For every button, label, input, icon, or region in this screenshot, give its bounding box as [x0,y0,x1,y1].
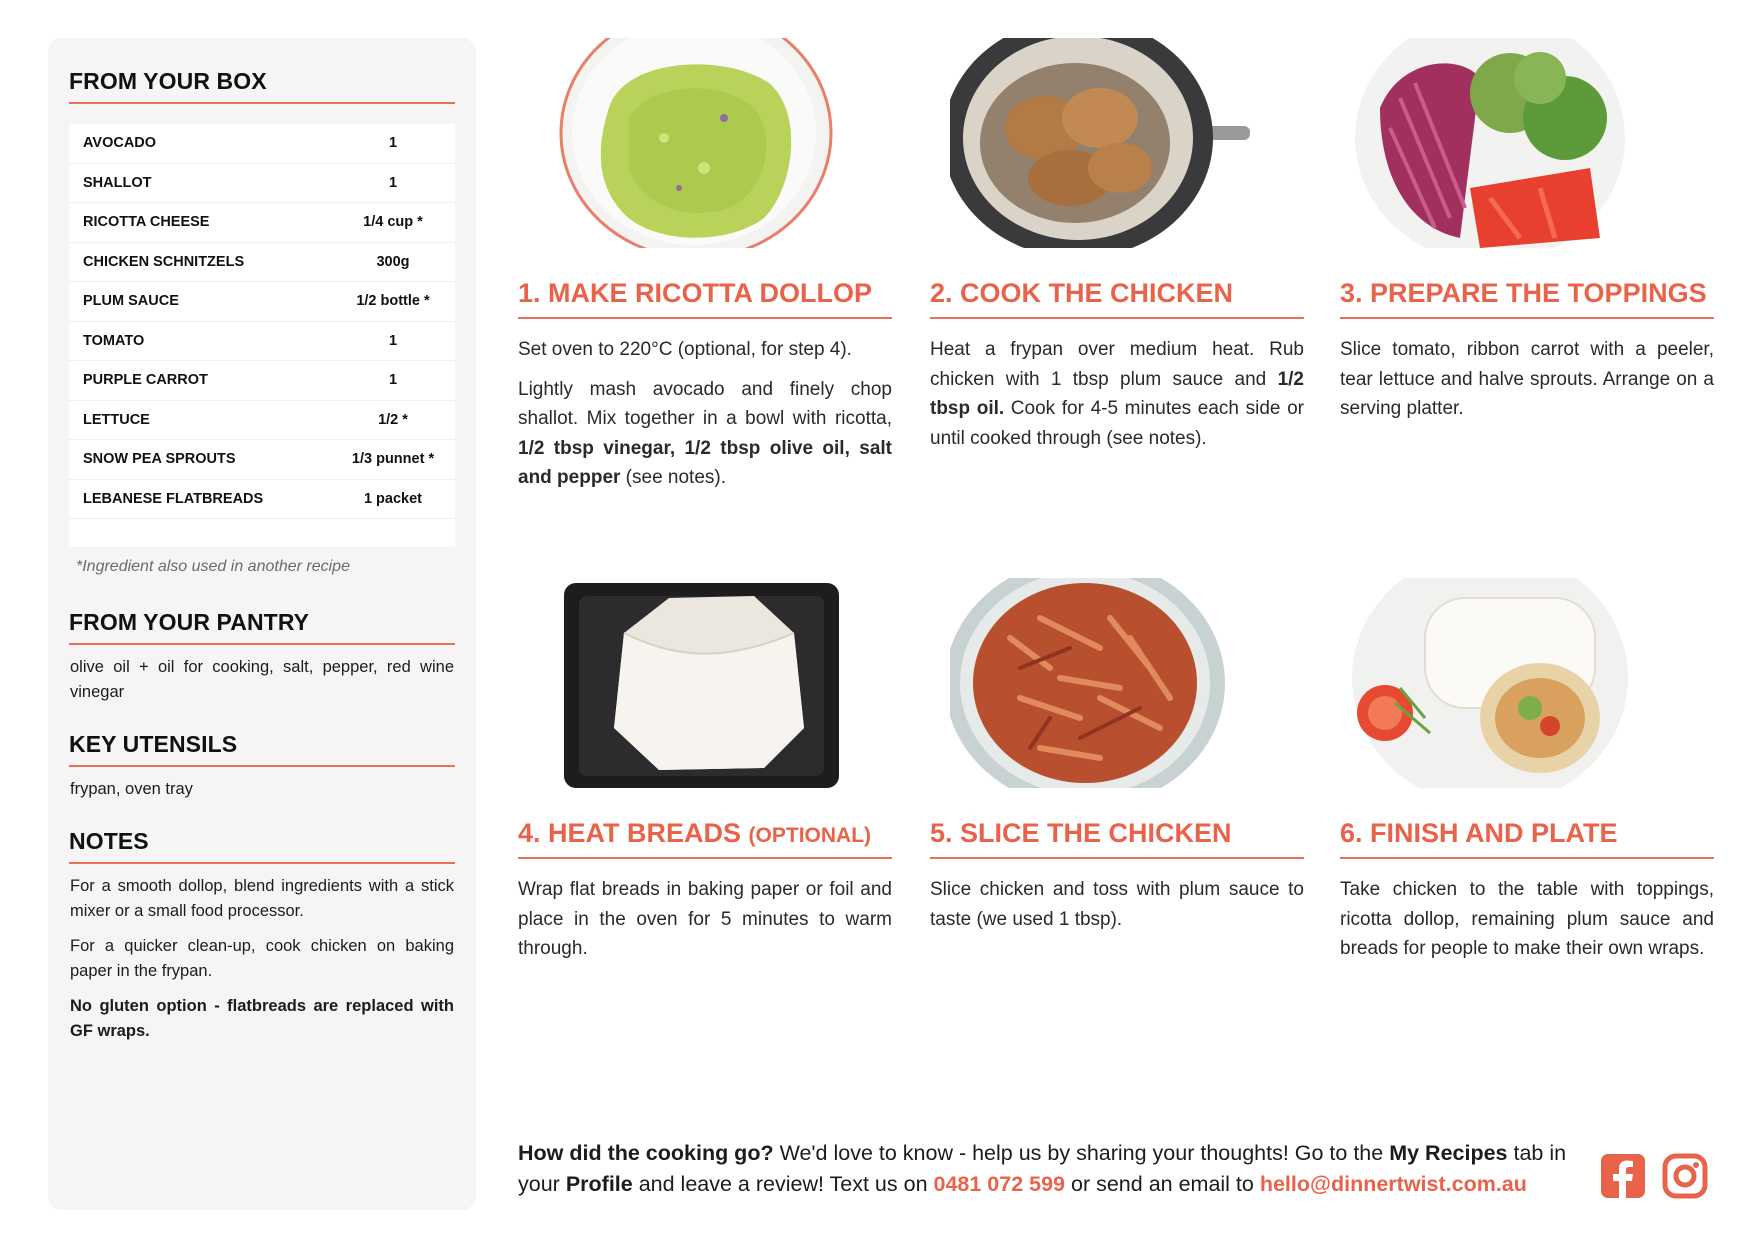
ingredient-name: AVOCADO [83,135,157,152]
note-paragraph: For a smooth dollop, blend ingredients with a stick mixer or a small food processor. [70,877,454,920]
flatbreads-tray-photo [554,578,854,788]
ingredient-row [69,164,455,204]
ingredient-name: PURPLE CARROT [83,372,208,389]
footer-text: tab in your [518,1141,1567,1196]
ricotta-dollop-photo [554,38,854,248]
footer-text: and leave a review! Text us on [632,1172,934,1196]
step-1-oven-note: Set oven to 220°C (optional, for step 4). [518,339,852,360]
my-recipes-link[interactable]: My Recipes [1389,1141,1508,1165]
ingredient-row [69,203,455,243]
ingredient-name: LEBANESE FLATBREADS [83,490,264,507]
step-1-method [518,375,892,493]
pantry-text: olive oil + oil for cooking, salt, pepper, red wine vinegar [70,658,454,701]
ingredient-row [69,243,455,283]
ingredient-quantity: 1/2 * [378,411,408,428]
ingredient-row [69,322,455,362]
ingredient-row [69,480,455,520]
ingredient-name: TOMATO [83,332,145,349]
ingredient-quantity: 1 [388,174,398,191]
ingredient-quantity: 1 packet [363,490,423,507]
step-4-optional-label: (OPTIONAL) [748,824,872,847]
ingredient-row [69,440,455,480]
step-2-title: 2. COOK THE CHICKEN [930,278,1304,319]
sliced-chicken-photo [950,578,1250,788]
step-5-instructions: Slice chicken and toss with plum sauce to taste (we used 1 tbsp). [930,879,1304,930]
step-1-text: Lightly mash avocado and finely chop shallot. Mix together in a bowl with ricotta, [518,378,892,429]
ingredient-quantity: 1 [388,372,398,389]
step-6-instructions: Take chicken to the table with toppings, ricotta dollop, remaining plum sauce and breads for people to make their own wraps. [1340,879,1714,959]
ingredient-quantity: 1/4 cup * [363,214,423,231]
key-utensils-heading: KEY UTENSILS [69,731,455,767]
ingredient-footnote: *Ingredient also used in another recipe [76,558,350,575]
notes-heading: NOTES [69,828,455,864]
ingredient-name: PLUM SAUCE [83,293,179,310]
step-3-title: 3. PREPARE THE TOPPINGS [1340,278,1714,319]
phone-number-link[interactable]: 0481 072 599 [933,1172,1066,1196]
chicken-frypan-photo [950,38,1250,248]
step-4-title-text: 4. HEAT BREADS [518,818,742,848]
ingredient-quantity: 1/3 punnet * [351,451,435,468]
utensils-text: frypan, oven tray [70,780,193,798]
plated-wraps-photo [1340,578,1640,788]
ingredients-table [69,124,455,547]
ingredient-quantity: 1 [388,332,398,349]
feedback-footer [518,1138,1578,1200]
from-your-pantry-heading: FROM YOUR PANTRY [69,609,455,645]
from-your-box-heading: FROM YOUR BOX [69,68,455,104]
ingredient-row [69,124,455,164]
footer-text: or send an email to [1065,1172,1260,1196]
step-1-title: 1. MAKE RICOTTA DOLLOP [518,278,892,319]
footer-text: We'd love to know - help us by sharing your thoughts! Go to the [773,1141,1390,1165]
ingredient-name: SNOW PEA SPROUTS [83,451,236,468]
ingredient-name: RICOTTA CHEESE [83,214,210,231]
step-4-title [518,818,892,859]
step-6-title: 6. FINISH AND PLATE [1340,818,1714,859]
ingredient-row [69,401,455,441]
step-2-text: Heat a frypan over medium heat. Rub chicken with 1 tbsp plum sauce and [930,339,1304,390]
ingredient-quantity: 1 [388,135,398,152]
step-5-title: 5. SLICE THE CHICKEN [930,818,1304,859]
step-2-text-end: Cook for 4-5 minutes each side or until cooked through (see notes). [930,398,1304,449]
note-paragraph: For a quicker clean-up, cook chicken on baking paper in the frypan. [70,937,454,980]
step-1-instructions [518,335,892,503]
step-1-text-end: (see notes). [620,467,727,488]
step-2-quantity: 1/2 tbsp oil. [930,368,1304,419]
ingredient-row [69,361,455,401]
ingredient-row [69,282,455,322]
facebook-icon[interactable] [1600,1153,1646,1199]
step-1-quantities: 1/2 tbsp vinegar, 1/2 tbsp olive oil, salt and pepper [518,437,892,488]
ingredient-name: CHICKEN SCHNITZELS [83,253,245,270]
ingredient-quantity: 1/2 bottle * [356,293,430,310]
instagram-icon[interactable] [1662,1153,1708,1199]
feedback-question: How did the cooking go? [518,1141,774,1165]
ingredients-panel [48,38,476,1210]
notes-text [70,874,454,1054]
ingredient-name: SHALLOT [83,174,152,191]
ingredient-quantity: 300g [376,253,410,270]
step-3-instructions: Slice tomato, ribbon carrot with a peeler, tear lettuce and halve sprouts. Arrange on a serving platter. [1340,339,1714,419]
step-2-instructions [930,335,1304,463]
step-4-instructions: Wrap flat breads in baking paper or foil and place in the oven for 5 minutes to warm through. [518,879,892,959]
profile-link[interactable]: Profile [565,1172,633,1196]
note-gluten-free: No gluten option - flatbreads are replaced with GF wraps. [70,997,454,1040]
ingredient-name: LETTUCE [83,411,150,428]
email-link[interactable]: hello@dinnertwist.com.au [1259,1172,1527,1196]
toppings-platter-photo [1340,38,1640,248]
step-2-method [930,335,1304,453]
